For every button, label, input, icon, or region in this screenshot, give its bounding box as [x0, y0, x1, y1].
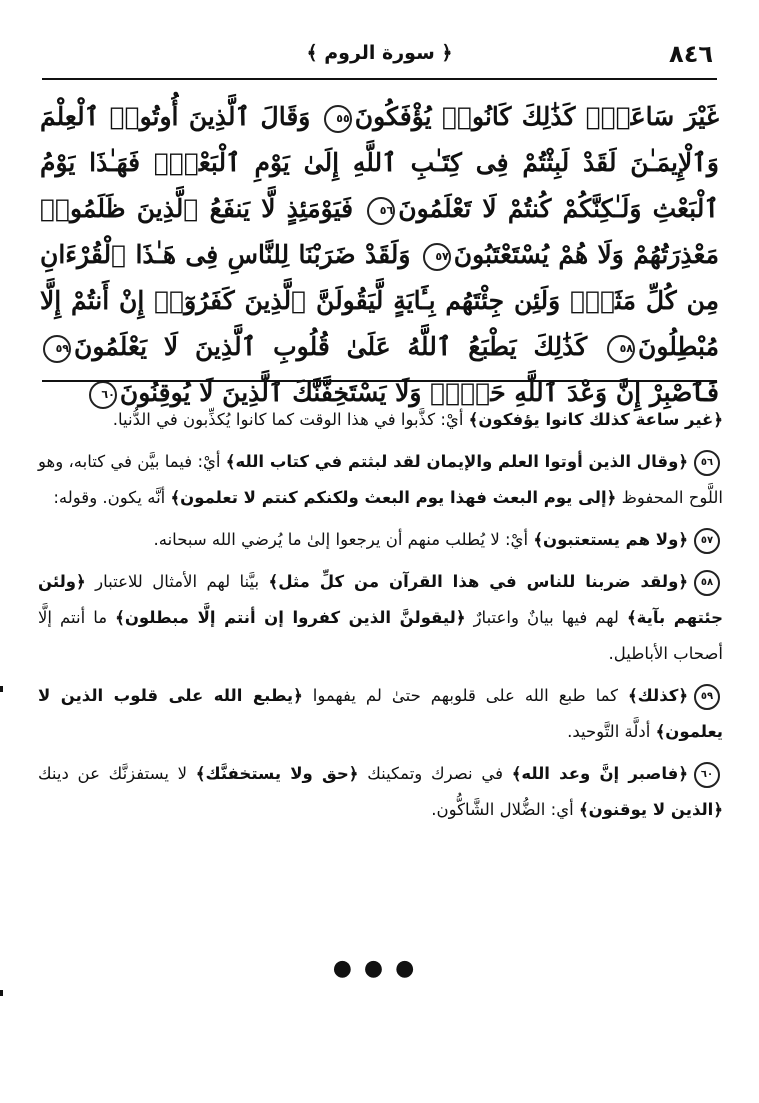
commentary-text: أيْ: لا يُطلب منهم أن يرجعوا إلىٰ ما يُرضي الله سبحانه.: [153, 530, 534, 549]
quoted-verse: ﴿ولقد ضربنا للناس في هذا القرآن من كلِّ مثل﴾: [268, 572, 688, 591]
ayah-number-marker: ٦٠: [89, 381, 117, 409]
ayah-text: وَقَالَ ٱلَّذِينَ أُوتُوا۟ ٱلْعِلْمَ وَٱلْإِيمَـٰنَ لَقَدْ لَبِثْتُمْ فِى كِتَـٰبِ ٱللَّهِ إِلَىٰ يَوْمِ ٱلْبَعْثِۖ فَهَـٰذَا يَوْمُ ٱلْبَعْثِ وَلَـٰكِنَّكُمْ كُنتُمْ لَا تَعْلَمُونَ: [40, 102, 719, 223]
ayah-text: فَيَوْمَئِذٍ لَّا يَنفَعُ ٱلَّذِينَ ظَلَمُوا۟ مَعْذِرَتُهُمْ وَلَا هُمْ يُسْتَعْتَبُونَ: [40, 194, 719, 269]
quoted-verse: ﴿ولا هم يستعتبون﴾: [533, 530, 688, 549]
quoted-verse: ﴿كذلك﴾: [627, 686, 688, 705]
quoted-verse: ﴿وقال الذين أوتوا العلم والإيمان لقد لبثتم في كتاب الله﴾: [225, 452, 688, 471]
ayah-number-marker: ٥٥: [324, 105, 352, 133]
quoted-verse: ﴿فاصبر إنَّ وعد الله﴾: [511, 764, 689, 783]
commentary-entry-59: [38, 678, 723, 750]
ayah-number-marker: ٥٩: [694, 684, 720, 710]
ayah-number-marker: ٥٩: [43, 335, 71, 363]
quoted-verse: ﴿الذين لا يوقنون﴾: [578, 800, 723, 819]
ayah-number-marker: ٦٠: [694, 762, 720, 788]
commentary: [38, 402, 723, 834]
commentary-text: لا يستفزنَّك عن دينك: [38, 764, 196, 783]
quoted-verse: ﴿ولئن جئتهم بآية﴾: [38, 572, 723, 627]
header-divider: [42, 78, 717, 80]
quoted-verse: ﴿إلى يوم البعث فهذا يوم البعث ولكنكم كنتم لا تعلمون﴾: [170, 488, 617, 507]
commentary-text: أنَّه يكون. وقوله:: [53, 488, 171, 507]
scan-edge-mark: [0, 686, 3, 692]
ayah-59: [40, 332, 587, 361]
ayah-number-marker: ٥٦: [367, 197, 395, 225]
commentary-text: أيْ: فيما بيَّن في كتابه، وهو اللَّوح المحفوظ: [38, 452, 723, 507]
commentary-entry-58: [38, 564, 723, 672]
ayah-text: كَذَٰلِكَ يَطْبَعُ ٱللَّهُ عَلَىٰ قُلُوبِ ٱلَّذِينَ لَا يَعْلَمُونَ: [74, 332, 588, 361]
surah-title: ﴿ سورة الروم ﴾: [306, 42, 453, 64]
commentary-text: أي: الضُّلال الشَّاكُّون.: [431, 800, 579, 819]
commentary-text: كما طبع الله على قلوبهم حتىٰ لم يفهموا: [302, 686, 628, 705]
ayah-text: غَيْرَ سَاعَةٍۚ كَذَٰلِكَ كَانُوا۟ يُؤْفَكُونَ: [354, 102, 719, 131]
commentary-entry-55: [38, 402, 723, 438]
ayah-number-marker: ٥٧: [694, 528, 720, 554]
verses-divider: [42, 380, 717, 382]
commentary-text: في نصرك وتمكينك: [358, 764, 512, 783]
quoted-verse: ﴿ليقولنَّ الذين كفروا إن أنتم إلَّا مبطلون﴾: [115, 608, 466, 627]
commentary-text: أيْ: كذَّبوا في هذا الوقت كما كانوا يُكذِّبون في الدُّنيا.: [112, 410, 469, 429]
quoted-verse: ﴿غير ساعة كذلك كانوا يؤفكون﴾: [468, 410, 723, 429]
ayah-55: [321, 102, 719, 131]
commentary-text: بيَّنا لهم الأمثال للاعتبار: [85, 572, 269, 591]
page-header: [42, 36, 717, 76]
quoted-verse: ﴿يطبع الله على قلوب الذين لا يعلمون﴾: [38, 686, 723, 741]
commentary-text: أدلَّة التَّوحيد.: [567, 722, 656, 741]
ayah-number-marker: ٥٨: [694, 570, 720, 596]
section-end-ornament: ●●●: [332, 956, 427, 981]
commentary-text: ما أنتم إلَّا أصحاب الأباطيل.: [38, 608, 723, 663]
ayah-number-marker: ٥٧: [423, 243, 451, 271]
ayah-number-marker: ٥٨: [607, 335, 635, 363]
ayah-text: وَلَقَدْ ضَرَبْنَا لِلنَّاسِ فِى هَـٰذَا ٱلْقُرْءَانِ مِن كُلِّ مَثَلٍۚ وَلَئِن جِئْتَهُم بِـَٔايَةٍ لَّيَقُولَنَّ ٱلَّذِينَ كَفَرُوٓا۟ إِنْ أَنتُمْ إِلَّا مُبْطِلُونَ: [40, 240, 719, 361]
ayah-number-marker: ٥٦: [694, 450, 720, 476]
commentary-entry-56: [38, 444, 723, 516]
commentary-text: لهم فيها بيانٌ واعتبارٌ: [465, 608, 627, 627]
page-number: ٨٤٦: [669, 40, 713, 68]
quran-verses: [40, 94, 719, 416]
quoted-verse: ﴿حق ولا يستخفنَّك﴾: [195, 764, 359, 783]
ayah-text: فَٱصْبِرْ إِنَّ وَعْدَ ٱللَّهِ حَقٌّۖ وَلَا يَسْتَخِفَّنَّكَ ٱلَّذِينَ لَا يُوقِنُونَ: [119, 378, 719, 407]
commentary-entry-60: [38, 756, 723, 828]
scan-edge-mark: [0, 990, 3, 996]
commentary-entry-57: [38, 522, 723, 558]
